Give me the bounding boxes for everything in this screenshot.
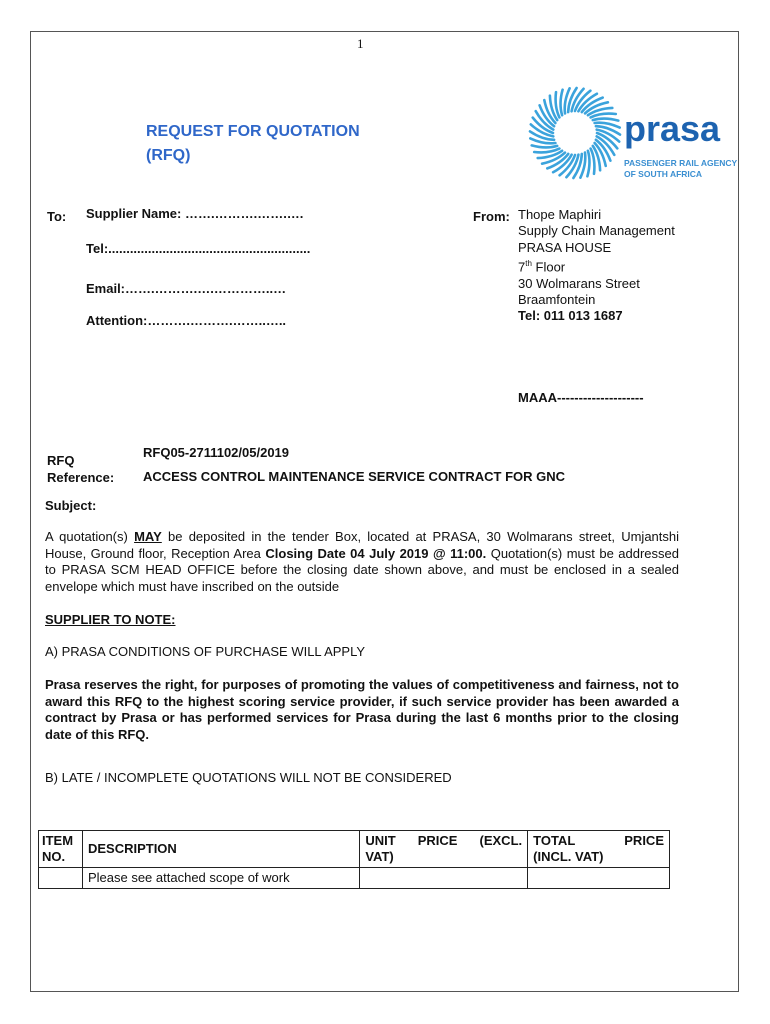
page-number: 1 [357, 36, 364, 51]
total-price-line-1 [533, 833, 664, 849]
from-building: PRASA HOUSE [518, 239, 612, 255]
logo-ray [591, 114, 616, 118]
logo-agency-text [624, 158, 737, 180]
unit-price-line-1 [365, 833, 522, 849]
logo-ray [534, 149, 559, 153]
rfq-label-line-2: Reference: [47, 470, 115, 485]
logo-ray [532, 145, 558, 147]
items-table [38, 830, 670, 889]
point-b: B) LATE / INCOMPLETE QUOTATIONS WILL NOT BE CONSIDERED [45, 770, 452, 785]
to-label: To: [47, 209, 67, 224]
table-row [39, 868, 670, 889]
total-word-1: TOTAL [533, 833, 576, 848]
agency-line-2: OF SOUTH AFRICA [624, 169, 703, 179]
logo-ray [587, 151, 589, 177]
unit-word-1: UNIT [365, 833, 396, 848]
p1-text-b: be deposited in the tender Box, located at PRASA, 30 Wolmarans street, Umjantshi House, Ground floor, Reception Area [45, 529, 680, 561]
rfq-reference-text: ACCESS CONTROL MAINTENANCE SERVICE CONTRACT FOR GNC [143, 469, 566, 484]
document-title [146, 120, 360, 168]
total-price-line-2: (INCL. VAT) [533, 849, 604, 864]
cell-item [39, 868, 83, 889]
from-floor [518, 256, 675, 276]
from-street: 30 Wolmarans Street [518, 275, 640, 291]
header-description: DESCRIPTION [82, 831, 359, 868]
rfq-number: RFQ05-2711102/05/2019 [143, 445, 290, 460]
cell-description: Please see attached scope of work [82, 868, 359, 889]
header-total-price [528, 831, 670, 868]
title-line-1: REQUEST FOR QUOTATION [146, 123, 360, 140]
logo-ray [593, 119, 619, 121]
p1-text-c: Quotation(s) must be addressed to PRASA SCM HEAD OFFICE before the closing date shown above, and must be enclosed in a sealed envelope which must have inscribed on the outside [45, 545, 679, 594]
header-item-no [39, 831, 83, 868]
total-word-2: PRICE [624, 833, 664, 848]
from-tel: Tel: 011 013 1687 [518, 308, 623, 324]
quotation-paragraph [45, 529, 679, 595]
email-field: Email:…….……….….…………..… [86, 281, 287, 296]
title-line-2: (RFQ) [146, 147, 191, 164]
logo-ray [556, 92, 560, 117]
maaa-line: MAAA-------------------- [518, 390, 644, 405]
logo-ray [561, 90, 563, 116]
from-dept: Supply Chain Management [518, 223, 675, 239]
logo-wordmark: prasa [624, 108, 721, 149]
from-suburb: Braamfontein [518, 291, 596, 307]
p1-closing-date: Closing Date 04 July 2019 @ 11:00. [265, 545, 487, 561]
unit-word-2: PRICE [417, 833, 458, 848]
rfq-label-line-1: RFQ [47, 453, 75, 468]
header-item-line-1: ITEM [42, 833, 74, 848]
header-item-line-2: NO. [42, 849, 66, 864]
unit-price-line-2: VAT) [365, 849, 394, 864]
floor-word: Floor [531, 259, 566, 275]
agency-line-1: PASSENGER RAIL AGENCY [624, 158, 738, 168]
attention-field: Attention:……….……….……..….. [86, 313, 287, 328]
table-header-row [39, 831, 670, 868]
p1-may: MAY [134, 529, 162, 544]
tel-field: Tel:........................................................ [86, 241, 311, 256]
from-label: From: [473, 209, 510, 224]
supplier-name-field: Supplier Name: …….……….…….…. [86, 206, 304, 221]
floor-number: 7 [518, 259, 526, 275]
from-name: Thope Maphiri [518, 207, 602, 222]
point-a: A) PRASA CONDITIONS OF PURCHASE WILL APPLY [45, 644, 366, 659]
prasa-sun-burst-logo-icon [528, 86, 622, 180]
p1-text-a: A quotation(s) [45, 529, 135, 544]
cell-unit-price [360, 868, 528, 889]
from-address [518, 207, 675, 324]
subject-label: Subject: [45, 498, 97, 513]
unit-word-3: (EXCL. [479, 833, 523, 848]
supplier-note-heading: SUPPLIER TO NOTE: [45, 612, 176, 627]
header-unit-price [360, 831, 528, 868]
cell-total-price [528, 868, 670, 889]
reservation-paragraph: Prasa reserves the right, for purposes of promoting the values of competitiveness and fairness, not to award this RFQ to the highest scoring service provider, if such service provider has been awarded a contract by Prasa or has performed services for Prasa during the last 6 months prior to the closing date of this RFQ. [45, 677, 679, 742]
floor-superscript: th [525, 258, 532, 268]
logo-ray [591, 149, 595, 174]
rfq-reference-label [47, 452, 114, 486]
